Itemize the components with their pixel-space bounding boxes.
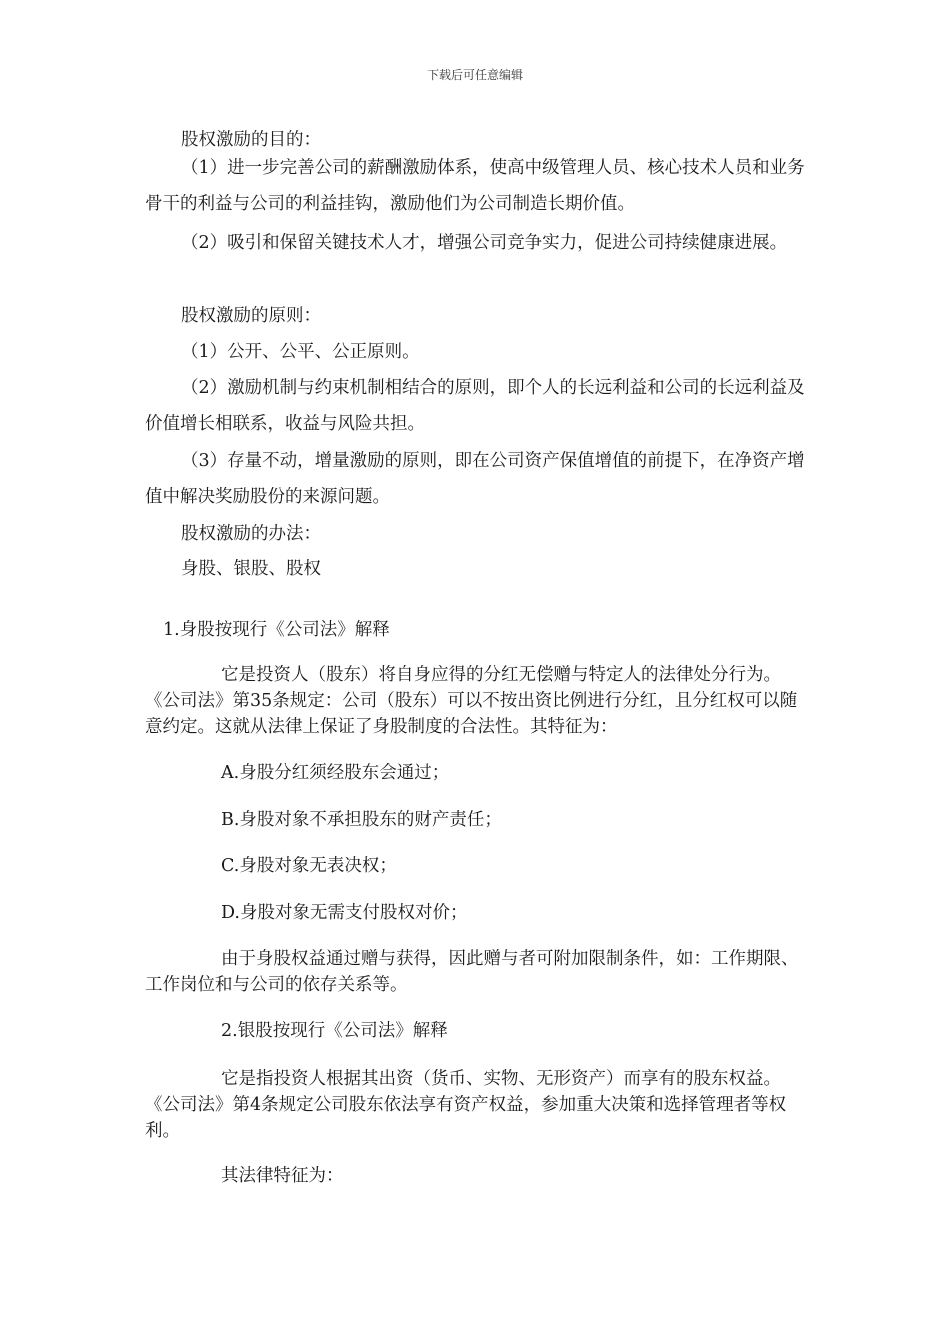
page-header: 下载后可任意编辑 [426, 68, 523, 82]
section-1-note: 由于身股权益通过赠与获得，因此赠与者可附加限制条件，如：工作期限、工作岗位和与公司的依存关系等。 [145, 949, 799, 995]
principle-item-1: （1）公开、公平、公正原则。 [181, 342, 420, 362]
principle-item-2: （2）激励机制与约束机制相结合的原则，即个人的长远利益和公司的长远利益及价值增长相联系，收益与风险共担。 [145, 378, 805, 434]
section-1-item-a: A.身股分红须经股东会通过； [221, 763, 450, 783]
section-2-body: 它是指投资人根据其出资（货币、实物、无形资产）而享有的股东权益。《公司法》第4条规定公司股东依法享有资产权益，参加重大决策和选择管理者等权利。 [145, 1069, 787, 1141]
section-1-item-b: B.身股对象不承担股东的财产责任； [221, 810, 502, 830]
section-2-legal: 其法律特征为： [221, 1166, 344, 1186]
method-types: 身股、银股、股权 [181, 559, 321, 579]
purpose-item-2: （2）吸引和保留关键技术人才，增强公司竞争实力，促进公司持续健康进展。 [181, 233, 788, 253]
section-1-title: 1.身股按现行《公司法》解释 [163, 620, 390, 640]
section-1-item-c: C.身股对象无表决权； [221, 856, 397, 876]
section-1-body: 它是投资人（股东）将自身应得的分红无偿赠与特定人的法律处分行为。《公司法》第35条规定：公司（股东）可以不按出资比例进行分红，且分红权可以随意约定。这就从法律上保证了身股制度的合法性。其特征为： [145, 665, 798, 737]
section-2-title: 2.银股按现行《公司法》解释 [221, 1021, 448, 1041]
purpose-title: 股权激励的目的： [181, 130, 321, 150]
purpose-item-1: （1）进一步完善公司的薪酬激励体系，使高中级管理人员、核心技术人员和业务骨干的利益与公司的利益挂钩，激励他们为公司制造长期价值。 [145, 158, 805, 214]
method-title: 股权激励的办法： [181, 524, 321, 544]
principle-title: 股权激励的原则： [181, 306, 321, 326]
principle-item-3: （3）存量不动，增量激励的原则，即在公司资产保值增值的前提下，在净资产增值中解决奖励股份的来源问题。 [145, 451, 805, 507]
section-1-item-d: D.身股对象无需支付股权对价； [221, 903, 468, 923]
